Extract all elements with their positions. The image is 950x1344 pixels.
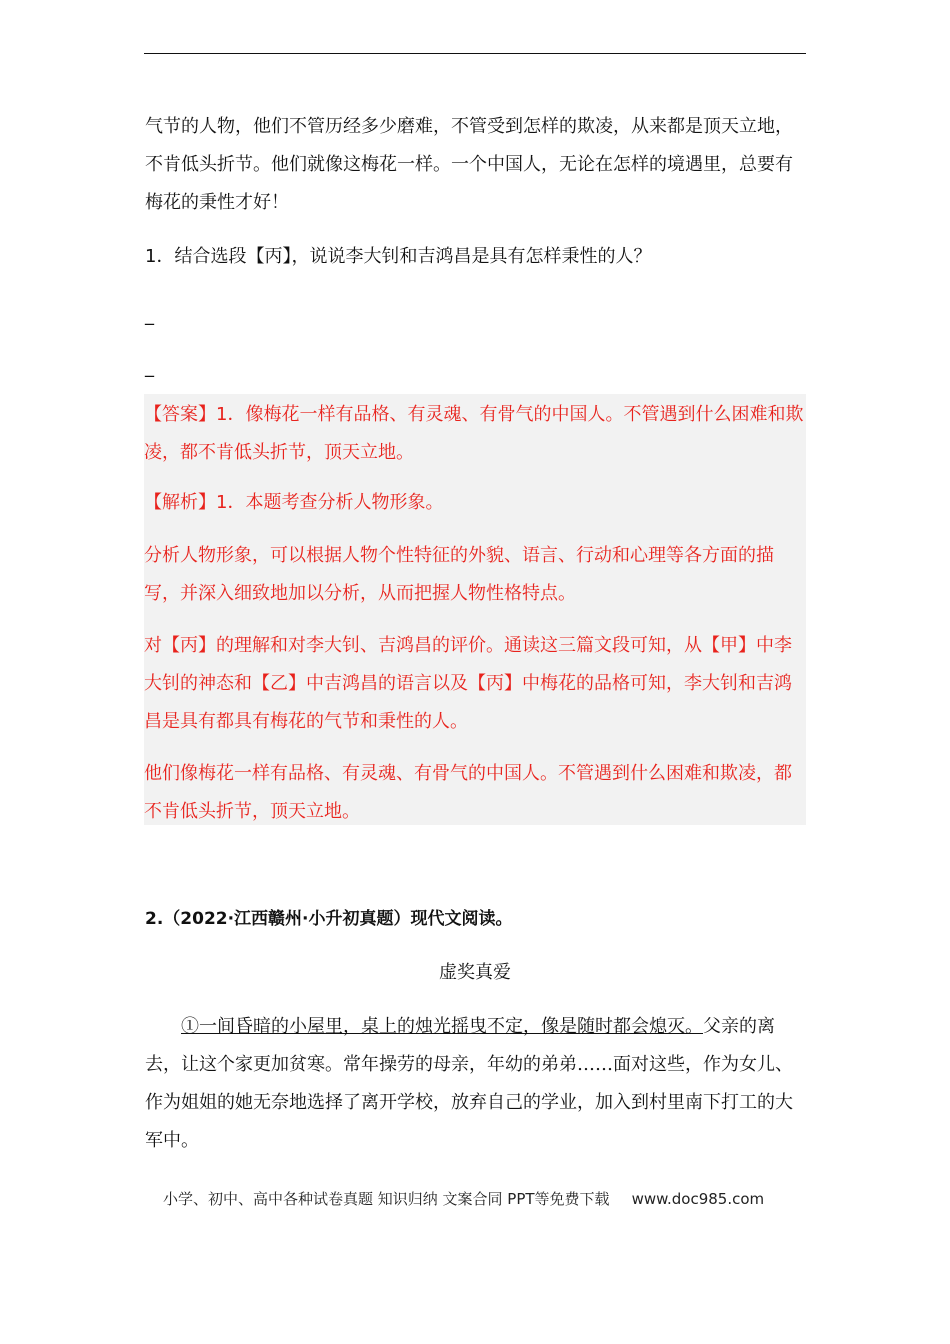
story-title: 虚奖真爱 [439,962,511,983]
story-paragraph-1 [145,1008,807,1160]
analysis-title: 【解析】1．本题考查分析人物形象。 [144,492,444,513]
passage-end: 气节的人物，他们不管历经多少磨难，不管受到怎样的欺凌，从来都是顶天立地，不肯低头折节。他们就像这梅花一样。一个中国人，无论在怎样的境遇里，总要有梅花的秉性才好！ [145,116,793,213]
question-1: 1．结合选段【丙】，说说李大钊和吉鸿昌是具有怎样秉性的人？ [145,246,652,267]
answer-box [144,394,806,825]
footer [163,1188,764,1209]
analysis-paragraph-3: 他们像梅花一样有品格、有灵魂、有骨气的中国人。不管遇到什么困难和欺凌，都不肯低头折节，顶天立地。 [144,763,792,822]
answer-blank-1: _ [145,305,154,326]
footer-text: 小学、初中、高中各种试卷真题 知识归纳 文案合同 PPT等免费下载 [163,1190,610,1208]
answer-text: 【答案】1．像梅花一样有品格、有灵魂、有骨气的中国人。不管遇到什么困难和欺凌，都不肯低头折节，顶天立地。 [144,404,804,463]
question-2-heading: 2.（2022·江西赣州·小升初真题）现代文阅读。 [145,909,513,929]
story-underlined-sentence: ①一间昏暗的小屋里，桌上的烛光摇曳不定，像是随时都会熄灭。 [181,1016,703,1037]
answer-blank-2: _ [145,357,154,378]
header-rule [144,53,806,54]
analysis-paragraph-2: 对【丙】的理解和对李大钊、吉鸿昌的评价。通读这三篇文段可知，从【甲】中李大钊的神态和【乙】中吉鸿昌的语言以及【丙】中梅花的品格可知，李大钊和吉鸿昌是具有都具有梅花的气节和秉性的人。 [144,635,792,732]
analysis-paragraph-1: 分析人物形象，可以根据人物个性特征的外貌、语言、行动和心理等各方面的描写，并深入细致地加以分析，从而把握人物性格特点。 [144,545,774,604]
story-text: 父亲的离去，让这个家更加贫寒。常年操劳的母亲，年幼的弟弟……面对这些，作为女儿、作为姐姐的她无奈地选择了离开学校，放弃自己的学业，加入到村里南下打工的大军中。 [145,1016,793,1151]
footer-url[interactable]: www.doc985.com [631,1190,765,1208]
